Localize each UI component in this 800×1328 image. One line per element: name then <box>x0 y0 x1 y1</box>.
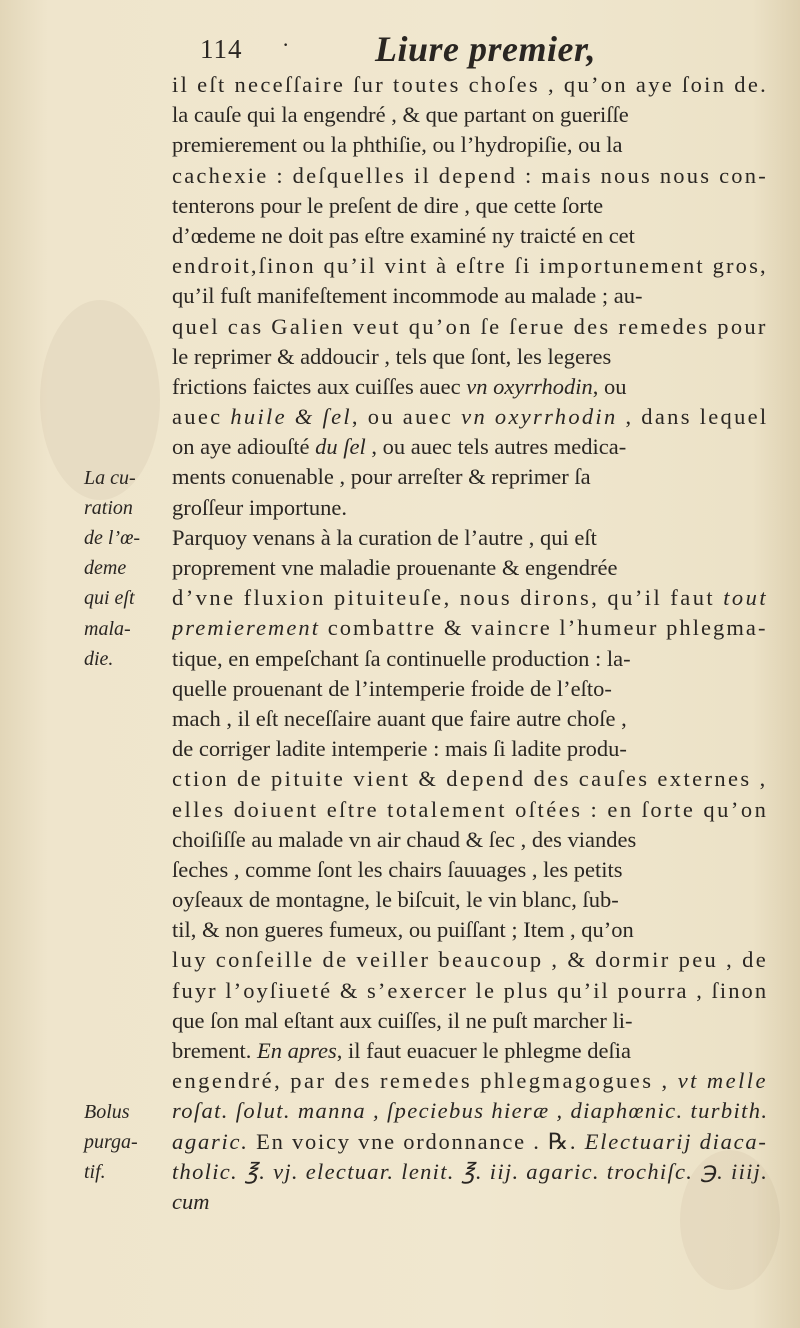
book-title: Liure premier, <box>375 29 596 69</box>
text-run: d’œdeme ne doit pas eſtre examiné ny traicté en cet <box>172 222 635 248</box>
text-line <box>172 372 768 402</box>
text-run: cachexie : deſquelles il depend : mais nous nous con- <box>172 162 768 188</box>
text-run: oyſeaux de montagne, le biſcuit, le vin blanc, ſub- <box>172 887 619 913</box>
text-run: tholic. ℥. vj. electuar. lenit. ℥. iij. agaric. trochiſc. ℈. iiij. <box>172 1158 768 1184</box>
text-run: ſeches , comme ſont les chairs ſauuages , les petits <box>172 856 623 882</box>
text-run: quelle prouenant de l’intemperie froide de l’eſto- <box>172 675 612 701</box>
text-run: quel cas Galien veut qu’on ſe ſerue des remedes pour <box>172 313 768 339</box>
text-run: vn oxyrrhodin <box>466 373 593 399</box>
text-line <box>172 161 768 191</box>
text-line <box>172 734 768 764</box>
text-run: combattre & vaincre l’humeur phlegma- <box>320 615 768 641</box>
main-text <box>172 70 768 1217</box>
text-run: Electuarij diaca- <box>584 1128 768 1154</box>
running-head-separator: · <box>282 32 290 57</box>
text-line <box>172 704 768 734</box>
text-line <box>172 493 768 523</box>
margin-note-line: tif. <box>84 1161 106 1184</box>
text-line <box>172 1157 768 1187</box>
text-run: agaric. <box>172 1128 249 1154</box>
text-run: choiſiſſe au malade vn air chaud & ſec , des viandes <box>172 826 637 852</box>
text-line <box>172 885 768 915</box>
text-run: roſat. ſolut. manna , ſpeciebus hieræ , diaphœnic. turbith. <box>172 1098 768 1124</box>
text-line <box>172 100 768 130</box>
text-line <box>172 1036 768 1066</box>
margin-note <box>84 463 170 674</box>
text-run: mach , il eſt neceſſaire auant que faire autre choſe , <box>172 705 627 731</box>
text-run: fuyr l’oyſiueté & s’exercer le plus qu’il pourra , ſinon <box>172 977 768 1003</box>
text-line <box>172 1096 768 1126</box>
margin-note-line: La cu- <box>84 466 136 489</box>
text-run: Parquoy venans à la curation de l’autre , qui eſt <box>172 524 597 550</box>
text-run: En apres <box>256 1038 337 1063</box>
text-line <box>172 70 768 100</box>
text-line <box>172 251 768 281</box>
text-line <box>172 945 768 975</box>
margin-note-line: de l’œ- <box>84 526 141 549</box>
text-run: , ou auec <box>351 404 462 430</box>
text-run: cum <box>172 1188 210 1214</box>
text-line <box>172 432 768 462</box>
text-run: proprement vne maladie prouenante & engendrée <box>172 555 618 580</box>
text-run: ction de pituite vient & depend des cauſes externes , <box>172 766 768 792</box>
margin-note-line: mala- <box>84 617 131 640</box>
text-run: til, & non gueres fumeux, ou puiſſant ; Item , qu’on <box>172 917 634 943</box>
text-run: tout <box>723 585 768 611</box>
text-run: premierement ou la phthiſie, ou l’hydropiſie, ou la <box>172 132 623 158</box>
text-run: on aye adiouſté <box>172 434 316 460</box>
text-run: vn oxyrrhodin <box>461 404 618 430</box>
text-run: , ou auec tels autres medica- <box>365 434 627 460</box>
running-head <box>200 28 740 70</box>
text-run: tique, en empeſchant ſa continuelle production : la- <box>172 645 631 671</box>
text-line <box>172 553 768 583</box>
text-run: premierement <box>172 615 321 641</box>
text-line <box>172 795 768 825</box>
margin-note-line: die. <box>84 647 114 670</box>
text-run: groſſeur importune. <box>172 494 347 520</box>
text-line <box>172 523 768 553</box>
text-run: endroit,ſinon qu’il vint à eſtre ſi importunement gros, <box>172 253 768 279</box>
text-line <box>172 130 768 160</box>
text-run: , il faut euacuer le phlegme deſia <box>336 1038 632 1063</box>
text-line <box>172 825 768 855</box>
text-run: elles doiuent eſtre totalement oſtées : en ſorte qu’on <box>172 796 768 822</box>
text-run: vt melle <box>677 1068 768 1094</box>
text-run: engendré, par des remedes phlegmagogues , <box>172 1068 678 1094</box>
text-line <box>172 281 768 311</box>
text-run: huile & ſel <box>230 404 352 430</box>
text-run: il eſt neceſſaire ſur toutes choſes , qu’on aye ſoin de. <box>172 72 768 97</box>
margin-note-line: ration <box>84 496 133 519</box>
margin-note <box>84 1097 170 1188</box>
text-line <box>172 1006 768 1036</box>
text-line <box>172 583 768 613</box>
text-run: , ou <box>592 373 627 399</box>
text-run: du ſel <box>315 434 366 460</box>
text-run: tenterons pour le preſent de dire , que cette ſorte <box>172 192 604 218</box>
text-line <box>172 613 768 643</box>
text-run: ments conuenable , pour arreſter & reprimer ſa <box>172 464 591 490</box>
text-run: frictions faictes aux cuiſſes auec <box>172 373 467 399</box>
text-run: qu’il fuſt manifeſtement incommode au malade ; au- <box>172 283 643 309</box>
text-run: En voicy vne ordonnance . ℞. <box>248 1128 585 1154</box>
text-run: le reprimer & addoucir , tels que ſont, les legeres <box>172 343 612 369</box>
text-line <box>172 402 768 432</box>
text-line <box>172 644 768 674</box>
text-line <box>172 855 768 885</box>
text-run: d’vne fluxion pituiteuſe, nous dirons, qu’il faut <box>172 585 724 611</box>
text-line <box>172 1066 768 1096</box>
text-run: luy conſeille de veiller beaucoup , & dormir peu , de <box>172 947 768 973</box>
text-line <box>172 312 768 342</box>
margin-note-line: qui eſt <box>84 587 135 610</box>
text-line <box>172 1187 768 1217</box>
text-line <box>172 342 768 372</box>
text-run: brement. <box>172 1038 257 1063</box>
text-line <box>172 674 768 704</box>
text-run: , dans lequel <box>617 404 768 430</box>
text-line <box>172 462 768 492</box>
text-line <box>172 976 768 1006</box>
text-run: de corriger ladite intemperie : mais ſi ladite produ- <box>172 736 627 762</box>
text-run: la cauſe qui la engendré , & que partant on gueriſſe <box>172 102 629 128</box>
text-line <box>172 764 768 794</box>
margin-note-line: purga- <box>84 1130 138 1153</box>
margin-note-line: deme <box>84 557 127 580</box>
text-run: auec <box>172 404 231 430</box>
text-line <box>172 915 768 945</box>
text-line <box>172 1127 768 1157</box>
margin-note-line: Bolus <box>84 1100 130 1123</box>
page-number: 114 <box>200 34 243 64</box>
text-line <box>172 191 768 221</box>
text-line <box>172 221 768 251</box>
text-run: que ſon mal eſtant aux cuiſſes, il ne puſt marcher li- <box>172 1007 633 1033</box>
